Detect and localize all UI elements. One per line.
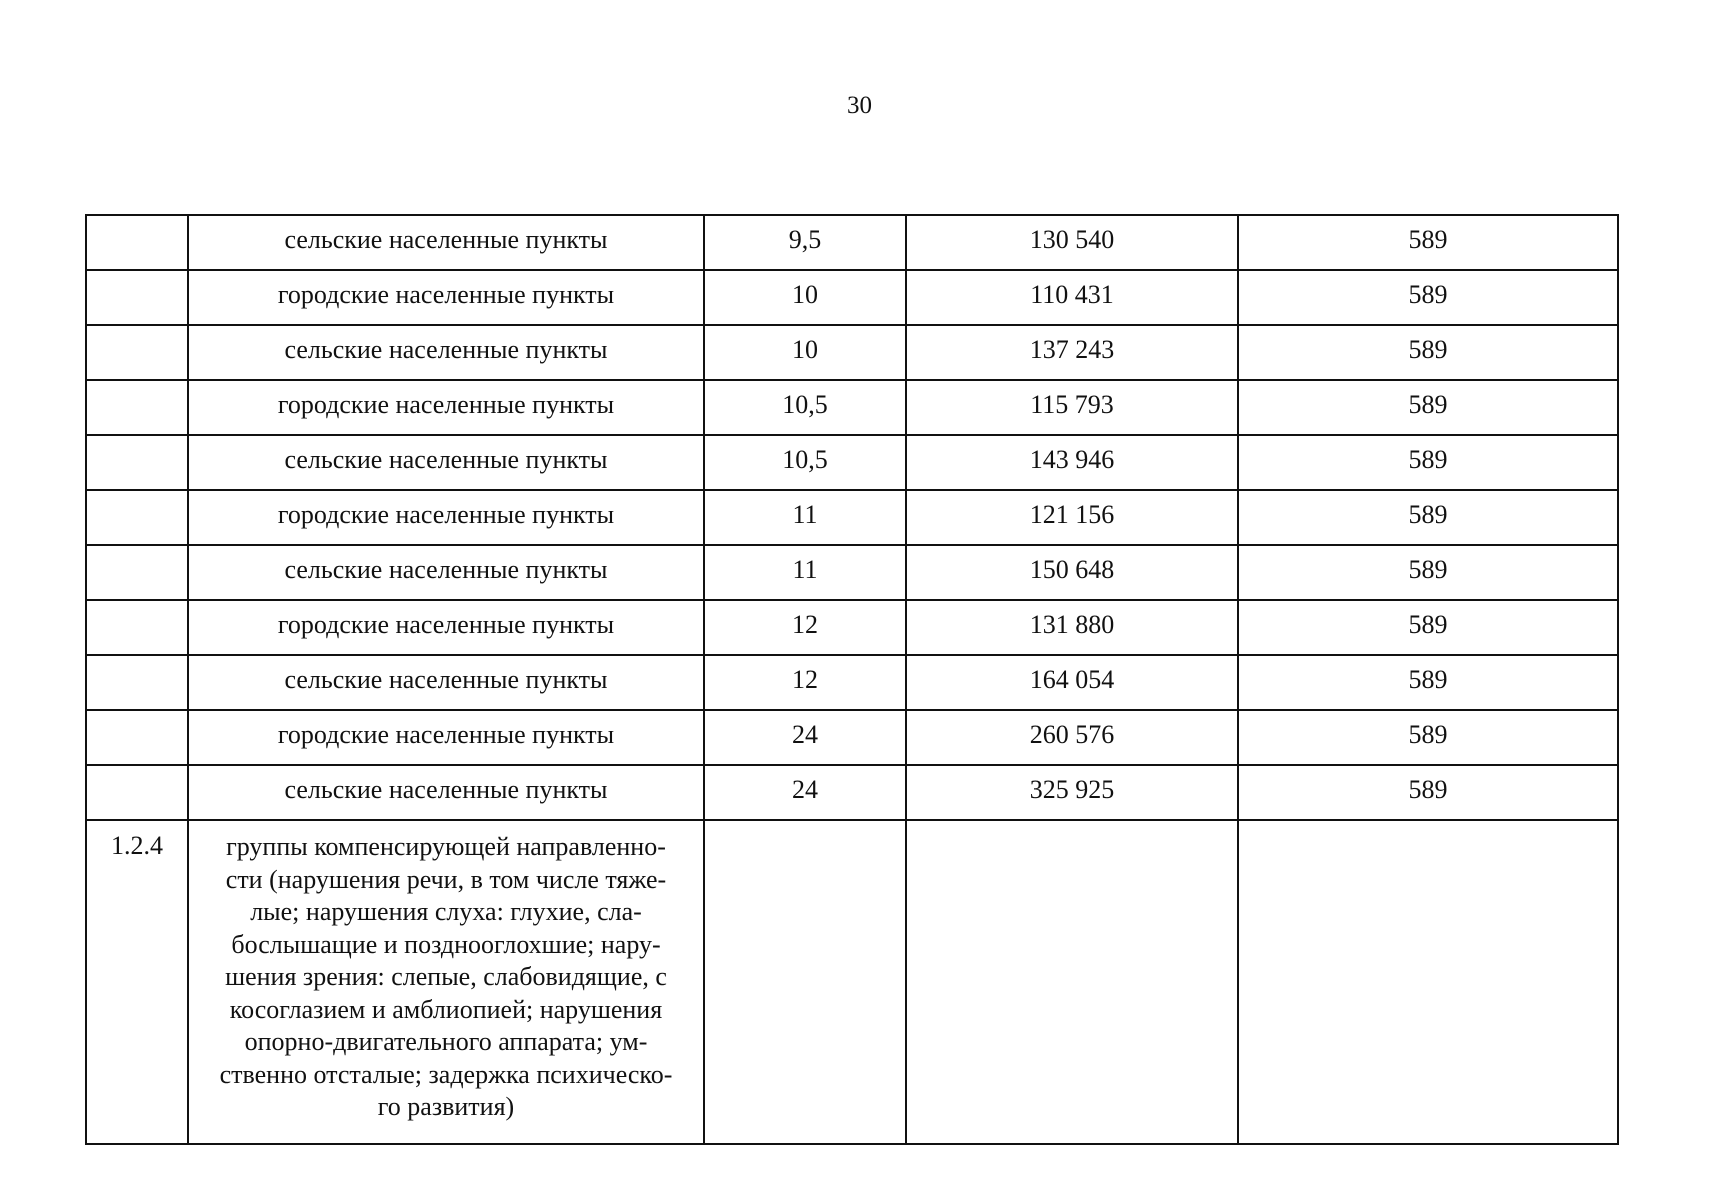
settlement-type: сельские населенные пункты bbox=[188, 545, 704, 600]
table-row bbox=[86, 765, 1618, 820]
page-number: 30 bbox=[847, 92, 872, 119]
table-row bbox=[86, 435, 1618, 490]
hours-value: 10,5 bbox=[704, 435, 906, 490]
row-code bbox=[86, 655, 188, 710]
hours-value: 12 bbox=[704, 600, 906, 655]
settlement-type: сельские населенные пункты bbox=[188, 325, 704, 380]
row-code bbox=[86, 270, 188, 325]
description-line: шения зрения: слепые, слабовидящие, с bbox=[225, 962, 667, 991]
settlement-type: городские населенные пункты bbox=[188, 600, 704, 655]
norm-value: 589 bbox=[1238, 710, 1618, 765]
section-hours bbox=[704, 820, 906, 1144]
table-row bbox=[86, 490, 1618, 545]
cost-value: 137 243 bbox=[906, 325, 1238, 380]
cost-value: 143 946 bbox=[906, 435, 1238, 490]
hours-value: 10 bbox=[704, 270, 906, 325]
row-code bbox=[86, 215, 188, 270]
description-line: го развития) bbox=[377, 1092, 515, 1121]
norm-value: 589 bbox=[1238, 215, 1618, 270]
description-line: сти (нарушения речи, в том числе тяже- bbox=[225, 864, 667, 894]
description-line: ственно отсталые; задержка психическо- bbox=[219, 1059, 673, 1089]
norm-value: 589 bbox=[1238, 325, 1618, 380]
table-row bbox=[86, 600, 1618, 655]
description-line: косоглазием и амблиопией; нарушения bbox=[229, 994, 663, 1024]
cost-value: 115 793 bbox=[906, 380, 1238, 435]
settlement-type: сельские населенные пункты bbox=[188, 215, 704, 270]
settlement-type: сельские населенные пункты bbox=[188, 435, 704, 490]
hours-value: 11 bbox=[704, 490, 906, 545]
cost-value: 325 925 bbox=[906, 765, 1238, 820]
norm-value: 589 bbox=[1238, 765, 1618, 820]
row-code bbox=[86, 545, 188, 600]
row-code bbox=[86, 490, 188, 545]
table-row bbox=[86, 545, 1618, 600]
row-code bbox=[86, 765, 188, 820]
row-code bbox=[86, 710, 188, 765]
cost-value: 164 054 bbox=[906, 655, 1238, 710]
hours-value: 24 bbox=[704, 765, 906, 820]
norm-value: 589 bbox=[1238, 435, 1618, 490]
section-value bbox=[1238, 820, 1618, 1144]
row-code bbox=[86, 435, 188, 490]
description-line: бослышащие и позднооглохшие; нару- bbox=[231, 929, 661, 959]
table-row bbox=[86, 215, 1618, 270]
norm-value: 589 bbox=[1238, 380, 1618, 435]
section-description bbox=[188, 820, 704, 1144]
row-code bbox=[86, 325, 188, 380]
settlement-type: сельские населенные пункты bbox=[188, 765, 704, 820]
section-row bbox=[86, 820, 1618, 1144]
norm-value: 589 bbox=[1238, 655, 1618, 710]
table-row bbox=[86, 380, 1618, 435]
settlement-type: городские населенные пункты bbox=[188, 710, 704, 765]
hours-value: 9,5 bbox=[704, 215, 906, 270]
table-body bbox=[86, 215, 1618, 1144]
cost-value: 131 880 bbox=[906, 600, 1238, 655]
hours-value: 24 bbox=[704, 710, 906, 765]
tariff-table bbox=[85, 214, 1619, 1145]
row-code bbox=[86, 380, 188, 435]
cost-value: 260 576 bbox=[906, 710, 1238, 765]
norm-value: 589 bbox=[1238, 600, 1618, 655]
cost-value: 130 540 bbox=[906, 215, 1238, 270]
settlement-type: сельские населенные пункты bbox=[188, 655, 704, 710]
hours-value: 11 bbox=[704, 545, 906, 600]
description-line: опорно-двигательного аппарата; ум- bbox=[244, 1027, 648, 1056]
cost-value: 150 648 bbox=[906, 545, 1238, 600]
cost-value: 121 156 bbox=[906, 490, 1238, 545]
norm-value: 589 bbox=[1238, 270, 1618, 325]
norm-value: 589 bbox=[1238, 545, 1618, 600]
hours-value: 12 bbox=[704, 655, 906, 710]
table-row bbox=[86, 710, 1618, 765]
description-line: группы компенсирующей направленно- bbox=[226, 832, 666, 861]
table-row bbox=[86, 270, 1618, 325]
table-row bbox=[86, 325, 1618, 380]
cost-value: 110 431 bbox=[906, 270, 1238, 325]
row-code bbox=[86, 600, 188, 655]
description-line: лые; нарушения слуха: глухие, сла- bbox=[250, 897, 642, 926]
settlement-type: городские населенные пункты bbox=[188, 380, 704, 435]
hours-value: 10 bbox=[704, 325, 906, 380]
settlement-type: городские населенные пункты bbox=[188, 270, 704, 325]
table-row bbox=[86, 655, 1618, 710]
norm-value: 589 bbox=[1238, 490, 1618, 545]
settlement-type: городские населенные пункты bbox=[188, 490, 704, 545]
hours-value: 10,5 bbox=[704, 380, 906, 435]
section-code: 1.2.4 bbox=[86, 820, 188, 1144]
section-cost bbox=[906, 820, 1238, 1144]
